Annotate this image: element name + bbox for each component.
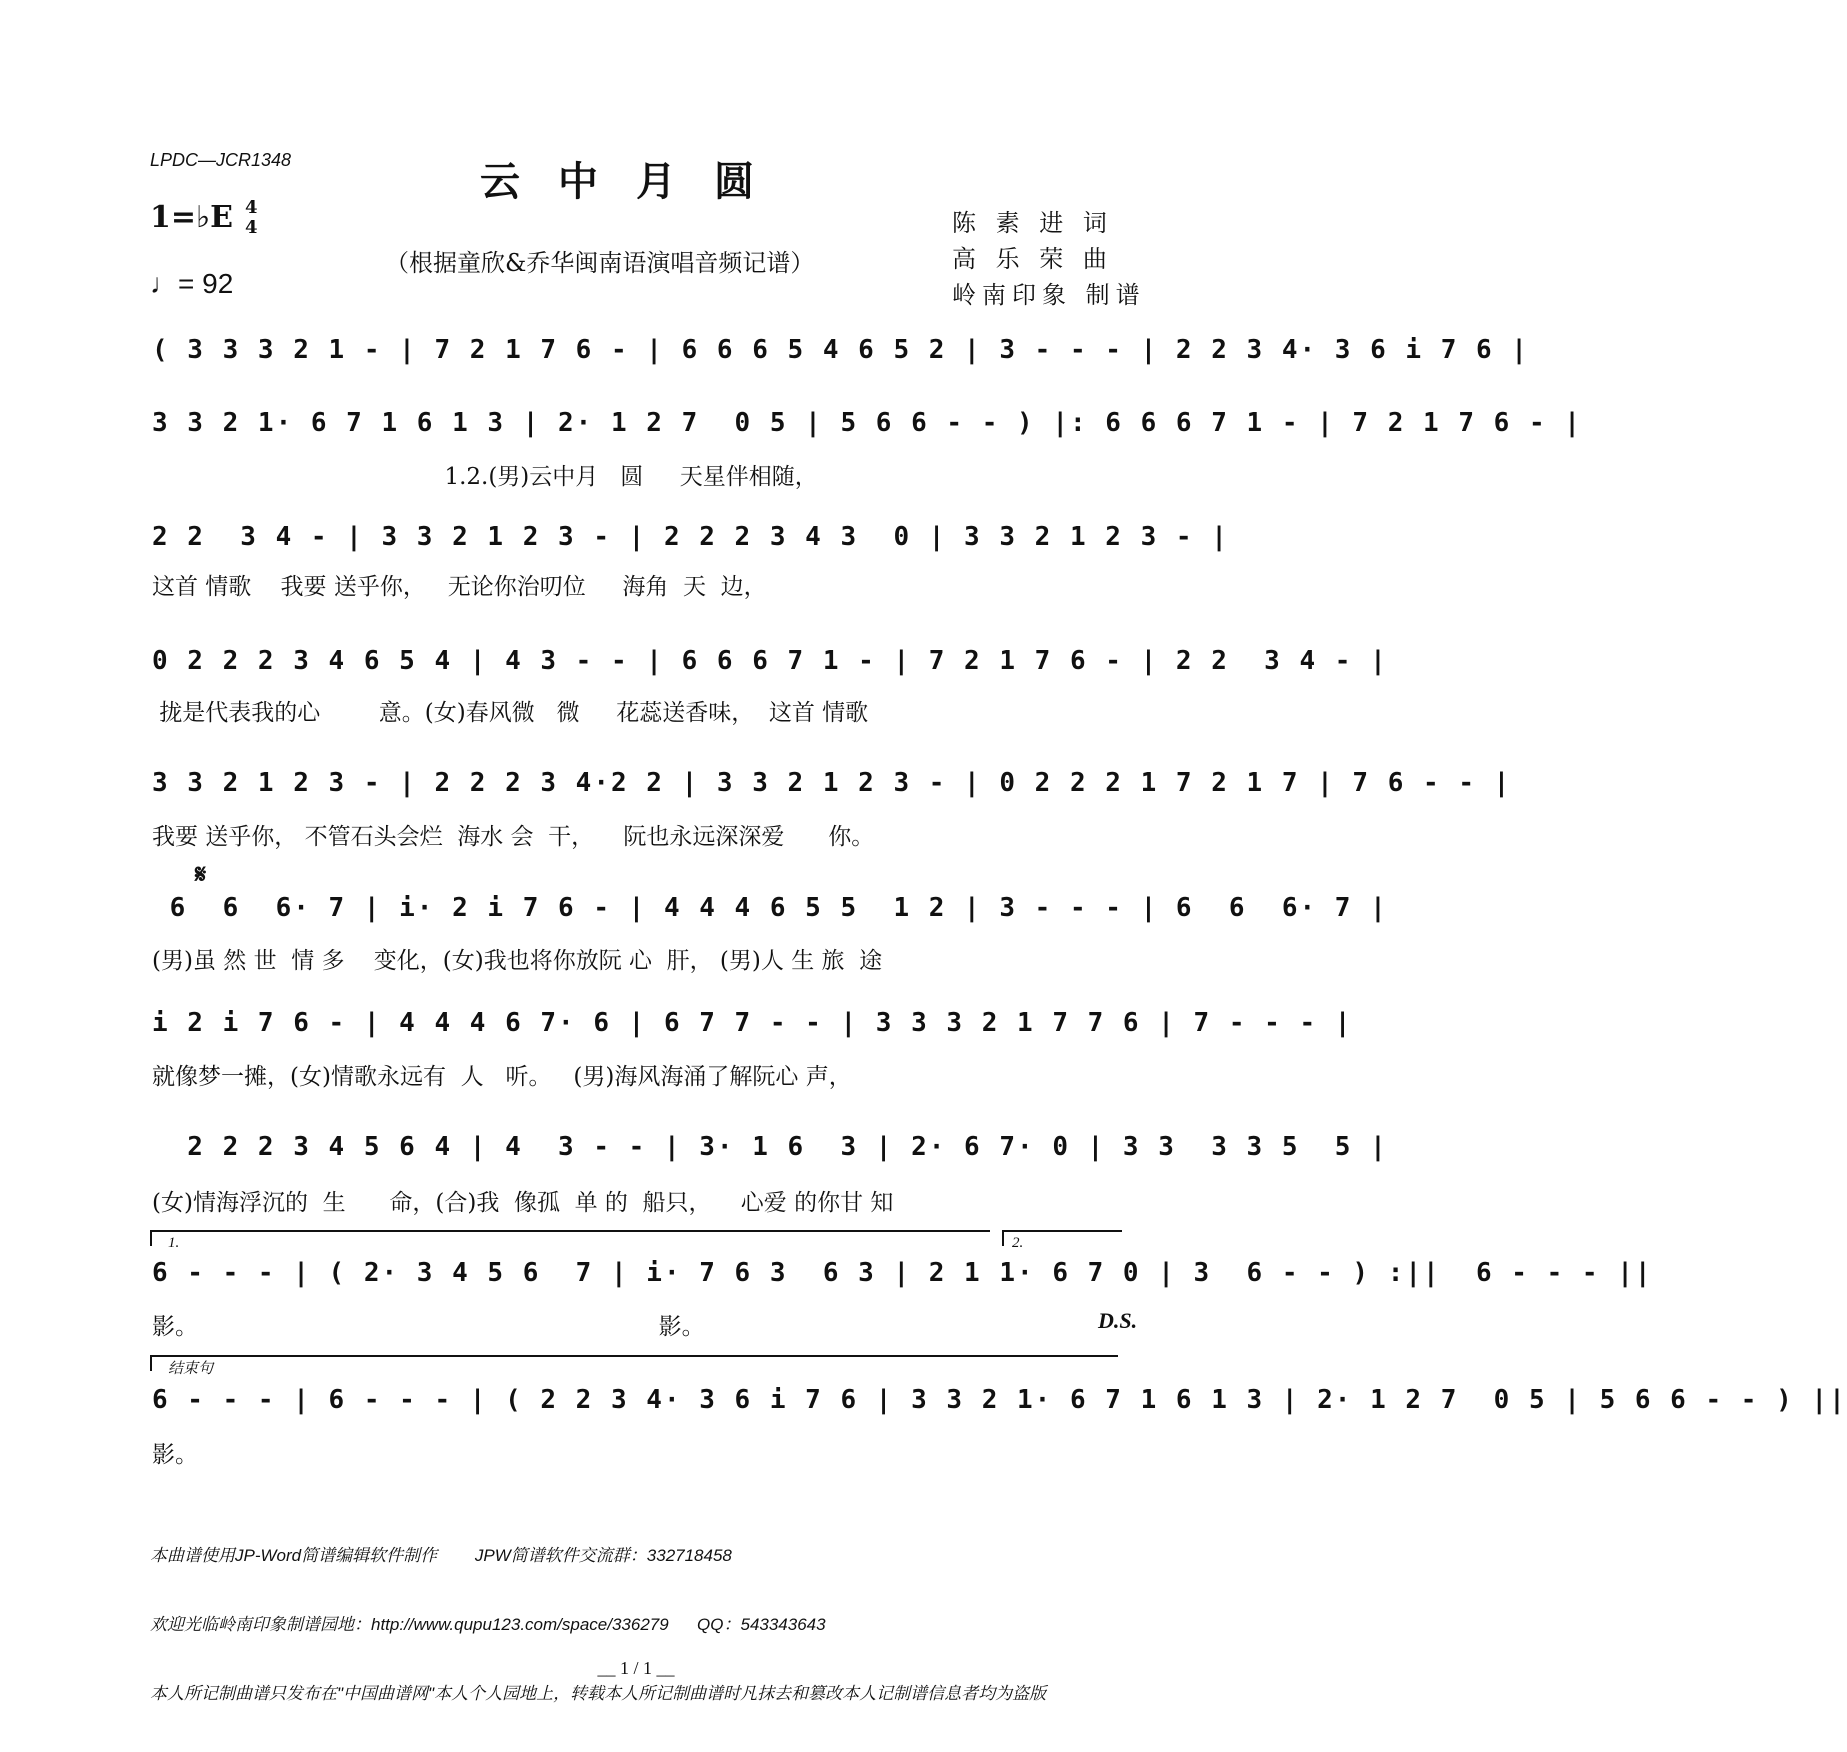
second-ending-bracket: [1002, 1230, 1122, 1251]
first-ending-label: 1.: [168, 1235, 180, 1251]
score-row-4: 0 2 2 2 3 4 6 5 4 | 4 3 - - | 6 6 6 7 1 - | 7 2 1 7 6 - | 2 2 3 4 - |: [152, 646, 1388, 676]
lyric-row-8: (女)情海浮沉的 生 命，(合)我 像孤 单 的 船只， 心爱 的你甘 知: [152, 1190, 894, 1216]
score-row-2: 3 3 2 1· 6 7 1 6 1 3 | 2· 1 2 7 0 5 | 5 6 6 - - ) |: 6 6 6 7 1 - | 7 2 1 7 6 - |: [152, 408, 1582, 438]
footer-line-3: 本人所记制曲谱只发布在"中国曲谱网"本人个人园地上，转载本人所记制曲谱时凡抹去和篡改本人记制谱信息者均为盗版: [150, 1684, 1047, 1703]
score-row-10: 6 - - - | 6 - - - | ( 2 2 3 4· 3 6 i 7 6 | 3 3 2 1· 6 7 1 6 1 3 | 2· 1 2 7 0 5 | 5 6 6 - - ) ||: [152, 1385, 1847, 1415]
page-number: __ 1 / 1 __: [597, 1658, 675, 1678]
credits: [952, 205, 1146, 313]
time-signature-top: 4: [245, 197, 258, 218]
lyric-row-2: 1.2.(男)云中月 圆 天星伴相随，: [152, 464, 818, 490]
score-row-8: 2 2 2 3 4 5 6 4 | 4 3 - - | 3· 1 6 3 | 2· 6 7· 0 | 3 3 3 3 5 5 |: [152, 1132, 1388, 1162]
lyric-row-5: 我要 送乎你， 不管石头会烂 海水 会 干， 阮也永远深深爱 你。: [152, 824, 875, 850]
second-ending-label: 2.: [1012, 1235, 1024, 1251]
lyric-row-6: (男)虽 然 世 情 多 变化，(女)我也将你放阮 心 肝， (男)人 生 旅 途: [152, 948, 883, 974]
segno-sign: 𝄋: [195, 860, 207, 890]
lyric-row-7: 就像梦一摊，(女)情歌永远有 人 听。 (男)海风海涌了解阮心 声，: [152, 1064, 852, 1090]
score-code: LPDC—JCR1348: [150, 150, 292, 170]
score-row-3: 2 2 3 4 - | 3 3 2 1 2 3 - | 2 2 2 3 4 3 0 | 3 3 2 1 2 3 - |: [152, 522, 1229, 552]
subtitle: （根据童欣&乔华闽南语演唱音频记谱）: [385, 249, 815, 277]
tempo-marking: ♩= 92: [150, 268, 234, 299]
time-signature: [245, 198, 258, 238]
lyric-row-4: 拢是代表我的心 意。(女)春风微 微 花蕊送香味， 这首 情歌: [152, 700, 869, 726]
footer-line-2: 欢迎光临岭南印象制谱园地：http://www.qupu123.com/space/336279 QQ：543343643: [150, 1615, 826, 1634]
score-row-1: ( 3 3 3 2 1 - | 7 2 1 7 6 - | 6 6 6 5 4 6 5 2 | 3 - - - | 2 2 3 4· 3 6 i 7 6 |: [152, 335, 1529, 365]
footer-line-1: 本曲谱使用JP-Word简谱编辑软件制作 JPW简谱软件交流群：332718458: [150, 1546, 732, 1565]
footer-notes: [150, 1498, 1046, 1728]
key-signature: 1=♭E: [150, 200, 234, 235]
score-row-5: 3 3 2 1 2 3 - | 2 2 2 3 4·2 2 | 3 3 2 1 2 3 - | 0 2 2 2 1 7 2 1 7 | 7 6 - - |: [152, 768, 1512, 798]
coda-label: 结束句: [168, 1361, 214, 1377]
score-row-6: 6 6 6· 7 | i· 2 i 7 6 - | 4 4 4 6 5 5 1 2 | 3 - - - | 6 6 6· 7 |: [152, 893, 1388, 923]
score-row-9: 6 - - - | ( 2· 3 4 5 6 7 | i· 7 6 3 6 3 | 2 1 1· 6 7 0 | 3 6 - - ) :|| 6 - - - ||: [152, 1258, 1653, 1288]
lyric-row-10: 影。: [152, 1442, 198, 1468]
coda-bracket: [150, 1355, 1118, 1377]
first-ending-bracket: [150, 1230, 990, 1251]
time-signature-bottom: 4: [245, 217, 258, 238]
lyric-row-3: 这首 情歌 我要 送乎你， 无论你治叨位 海角 天 边，: [152, 574, 767, 600]
score-row-7: i 2 i 7 6 - | 4 4 4 6 7· 6 | 6 7 7 - - | 3 3 3 2 1 7 7 6 | 7 - - - |: [152, 1008, 1353, 1038]
lyric-row-9: 影。 影。: [152, 1314, 705, 1340]
arranger: 岭南印象 制谱: [952, 281, 1146, 309]
lyricist: 陈 素 进 词: [952, 209, 1113, 237]
dal-segno-mark: D.S.: [1098, 1308, 1138, 1333]
composer: 高 乐 荣 曲: [952, 245, 1113, 273]
song-title: 云中月圆: [480, 158, 792, 205]
